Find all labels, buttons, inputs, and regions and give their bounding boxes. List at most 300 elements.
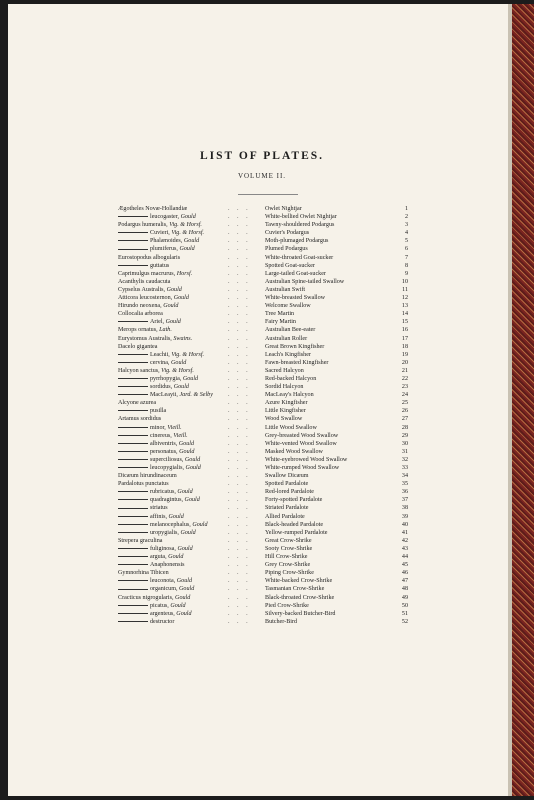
plate-number: 35 <box>401 481 408 488</box>
english-name: Australian Swift <box>265 286 306 293</box>
plate-row <box>118 278 408 286</box>
ditto-dash <box>118 589 148 590</box>
book-binding-edge <box>512 4 534 796</box>
dot-leader: . . . <box>228 384 251 391</box>
ditto-dash <box>118 613 148 614</box>
dot-leader: . . . <box>228 359 251 366</box>
plate-row <box>118 310 408 318</box>
dot-leader: . . . <box>228 570 251 577</box>
plate-number: 40 <box>401 521 408 528</box>
author-name: Gould <box>180 214 196 221</box>
dot-leader: . . . <box>228 448 251 455</box>
dot-leader: . . . <box>228 618 251 625</box>
latin-text: Alcyone azurea <box>118 400 157 407</box>
plates-list <box>118 205 408 626</box>
english-name: Leach's Kingfisher <box>265 351 311 358</box>
plate-row <box>118 286 408 294</box>
latin-text: Caprimulgus macrurus, <box>118 270 176 277</box>
plate-row <box>118 553 408 561</box>
plate-row <box>118 496 408 504</box>
dot-leader: . . . <box>228 278 251 285</box>
dot-leader: . . . <box>228 424 251 431</box>
author-name: Horsf. <box>176 270 193 277</box>
english-name: Australian Bee-eater <box>265 327 316 334</box>
plate-row <box>118 302 408 310</box>
dot-leader: . . . <box>228 327 251 334</box>
english-name: Grey Crow-Shrike <box>265 562 311 569</box>
page-title: LIST OF PLATES. <box>199 150 325 162</box>
plate-number: 42 <box>401 537 408 544</box>
plate-row <box>118 415 408 423</box>
plate-number: 19 <box>401 351 408 358</box>
plate-row <box>118 367 408 375</box>
dot-leader: . . . <box>228 367 251 374</box>
author-name: Gould <box>179 586 195 593</box>
dot-leader: . . . <box>228 554 251 561</box>
plate-row <box>118 513 408 521</box>
plate-number: 33 <box>401 465 408 471</box>
dot-leader: . . . <box>228 222 251 229</box>
author-name: Gould <box>168 513 184 520</box>
latin-text: leucogaster, <box>150 214 180 221</box>
latin-text: leucopygialis, <box>150 465 185 471</box>
dot-leader: . . . <box>228 286 251 293</box>
ditto-dash <box>118 249 148 250</box>
plate-number: 26 <box>401 408 408 415</box>
plate-row <box>118 472 408 480</box>
latin-text: leuconota, <box>150 578 176 585</box>
dot-leader: . . . <box>228 343 251 350</box>
plate-number: 4 <box>404 230 408 237</box>
plate-row <box>118 480 408 488</box>
english-name: Black-throated Crow-Shrike <box>265 594 335 601</box>
dot-leader: . . . <box>228 351 251 358</box>
latin-text: Anaphonensis <box>150 562 185 569</box>
english-name: Cuvier's Podargus <box>265 230 310 237</box>
plate-row <box>118 488 408 496</box>
english-name: Red-backed Halcyon <box>265 375 317 382</box>
plate-row <box>118 294 408 302</box>
plate-row <box>118 424 408 432</box>
latin-text: rubricatus, <box>150 489 176 496</box>
plate-row <box>118 537 408 545</box>
ditto-dash <box>118 548 148 549</box>
latin-text: melanocephalus, <box>150 521 191 528</box>
author-name: Gould <box>173 295 189 302</box>
ditto-dash <box>118 362 148 363</box>
latin-text: Podargus humeralis, <box>118 222 168 229</box>
plate-number: 17 <box>401 335 408 342</box>
ditto-dash <box>118 386 148 387</box>
latin-text: cervina, <box>150 359 170 366</box>
plate-number: 9 <box>404 270 408 277</box>
english-name: Plumed Podargus <box>265 246 308 253</box>
dot-leader: . . . <box>228 465 251 471</box>
author-name: Gould <box>184 497 200 504</box>
latin-text: affinis, <box>150 513 167 520</box>
dot-leader: . . . <box>228 481 251 488</box>
author-name: Gould <box>176 578 192 585</box>
dot-leader: . . . <box>228 230 251 237</box>
plate-number: 10 <box>401 278 408 285</box>
english-name: Piping Crow-Shrike <box>265 570 314 577</box>
plate-row <box>118 262 408 270</box>
dot-leader: . . . <box>228 545 251 552</box>
plate-number: 34 <box>401 473 408 480</box>
author-name: Gould <box>168 554 184 561</box>
plate-number: 18 <box>401 343 408 350</box>
english-name: Fairy Martin <box>265 319 296 326</box>
plate-row <box>118 432 408 440</box>
dot-leader: . . . <box>228 456 251 463</box>
dot-leader: . . . <box>228 262 251 269</box>
english-name: White-rumped Wood Swallow <box>265 465 340 471</box>
latin-text: arguta, <box>150 554 167 561</box>
english-name: Forty-spotted Pardalote <box>265 497 323 504</box>
english-name: Tawny-shouldered Podargus <box>265 222 335 229</box>
english-name: Little Wood Swallow <box>265 424 317 431</box>
plate-number: 41 <box>401 529 408 536</box>
english-name: White-backed Crow-Shrike <box>265 578 333 585</box>
latin-text: Acanthylis caudacuta <box>118 278 171 285</box>
latin-text: cinereus, <box>150 432 172 439</box>
plate-row <box>118 229 408 237</box>
author-name: Gould <box>184 456 201 463</box>
author-name: Vieill. <box>173 432 188 439</box>
english-name: Black-headed Pardalote <box>265 521 324 528</box>
dot-leader: . . . <box>228 562 251 569</box>
author-name: Gould <box>179 246 195 253</box>
latin-text: superciliosus, <box>150 456 184 463</box>
plate-row <box>118 529 408 537</box>
latin-text: Phalænoides, <box>150 238 183 245</box>
dot-leader: . . . <box>228 594 251 601</box>
plate-number: 11 <box>402 286 408 293</box>
ditto-dash <box>118 532 148 533</box>
english-name: Silvery-backed Butcher-Bird <box>265 610 336 617</box>
ditto-dash <box>118 516 148 517</box>
plate-number: 36 <box>401 489 408 496</box>
plate-row <box>118 335 408 343</box>
plate-row <box>118 448 408 456</box>
ditto-dash <box>118 435 148 436</box>
ditto-dash <box>118 394 148 395</box>
plate-row <box>118 594 408 602</box>
plate-row <box>118 602 408 610</box>
english-name: Large-tailed Goat-sucker <box>265 270 326 277</box>
plate-row <box>118 351 408 359</box>
plate-number: 8 <box>404 262 408 269</box>
author-name: Gould <box>182 375 199 382</box>
plate-number: 22 <box>401 375 408 382</box>
author-name: Gould <box>163 303 179 310</box>
english-name: Red-lored Pardalote <box>265 489 314 496</box>
latin-text: Atticora leucosternon, <box>118 295 173 302</box>
plate-number: 25 <box>401 400 408 407</box>
author-name: Gould <box>176 610 192 617</box>
plate-number: 49 <box>401 594 408 601</box>
ditto-dash <box>118 564 148 565</box>
dot-leader: . . . <box>228 602 251 609</box>
plate-number: 32 <box>401 456 408 463</box>
author-name: Gould <box>177 545 193 552</box>
plate-row <box>118 504 408 512</box>
ditto-dash <box>118 491 148 492</box>
plate-number: 28 <box>401 424 408 431</box>
plate-number: 43 <box>401 545 408 552</box>
english-name: Tasmanian Crow-Shrike <box>265 586 325 593</box>
plate-row <box>118 577 408 585</box>
plate-number: 13 <box>401 303 408 310</box>
plate-number: 30 <box>401 440 408 447</box>
latin-text: uropygialis, <box>150 529 179 536</box>
plate-number: 24 <box>401 392 408 399</box>
english-name: MacLeay's Halcyon <box>265 392 314 399</box>
latin-text: destructor <box>150 618 175 625</box>
english-name: Sacred Halcyon <box>265 367 304 374</box>
english-name: Sooty Crow-Shrike <box>265 545 313 552</box>
author-name: Lath. <box>159 327 172 334</box>
latin-text: Hirundo neoxena, <box>118 303 162 310</box>
english-name: White-bellied Owlet Nightjar <box>265 214 337 221</box>
plate-row <box>118 610 408 618</box>
ditto-dash <box>118 499 148 500</box>
dot-leader: . . . <box>228 311 251 318</box>
dot-leader: . . . <box>228 303 251 310</box>
english-name: Allied Pardalote <box>265 513 305 520</box>
dot-leader: . . . <box>228 392 251 399</box>
ditto-dash <box>118 354 148 355</box>
dot-leader: . . . <box>228 610 251 617</box>
plate-number: 15 <box>401 319 408 326</box>
plate-row <box>118 326 408 334</box>
plate-number: 20 <box>401 359 408 366</box>
dot-leader: . . . <box>228 497 251 504</box>
dot-leader: . . . <box>228 586 251 593</box>
plate-row <box>118 521 408 529</box>
plate-number: 50 <box>401 602 408 609</box>
plate-number: 38 <box>401 505 408 512</box>
english-name: White-throated Goat-sucker <box>265 254 334 261</box>
plate-row <box>118 237 408 245</box>
dot-leader: . . . <box>228 473 251 480</box>
dot-leader: . . . <box>228 529 251 536</box>
plate-number: 21 <box>401 367 408 374</box>
ditto-dash <box>118 556 148 557</box>
latin-text: quadragintus, <box>150 497 184 504</box>
dot-leader: . . . <box>228 432 251 439</box>
dot-leader: . . . <box>228 521 251 528</box>
plate-row <box>118 359 408 367</box>
plate-number: 27 <box>401 416 408 423</box>
english-name: Australian Spine-tailed Swallow <box>265 278 345 285</box>
plate-number: 39 <box>401 513 408 520</box>
ditto-dash <box>118 451 148 452</box>
author-name: Gould <box>192 521 208 528</box>
ditto-dash <box>118 240 148 241</box>
dot-leader: . . . <box>228 416 251 423</box>
plate-row <box>118 205 408 213</box>
plate-row <box>118 375 408 383</box>
latin-text: Pardalotus punctatus <box>118 481 169 488</box>
plate-number: 14 <box>401 311 408 318</box>
latin-text: sordidus, <box>150 384 173 391</box>
plate-row <box>118 456 408 464</box>
english-name: Yellow-rumped Pardalote <box>265 529 328 536</box>
ditto-dash <box>118 508 148 509</box>
author-name: Gould <box>177 489 193 496</box>
author-name: Gould <box>166 286 182 293</box>
ditto-dash <box>118 443 148 444</box>
english-name: Great Crow-Shrike <box>265 537 312 544</box>
latin-text: Gymnorhina Tibicen <box>118 570 169 577</box>
plate-row <box>118 318 408 326</box>
latin-text: organicum, <box>150 586 178 593</box>
author-name: Vig. & Horsf. <box>171 230 205 237</box>
latin-text: plumiferus, <box>150 246 178 253</box>
english-name: Great Brown Kingfisher <box>265 343 325 350</box>
ditto-dash <box>118 580 148 581</box>
dot-leader: . . . <box>228 295 251 302</box>
plate-row <box>118 399 408 407</box>
dot-leader: . . . <box>228 246 251 253</box>
plate-row <box>118 545 408 553</box>
plate-row <box>118 270 408 278</box>
plate-number: 1 <box>404 206 408 212</box>
ditto-dash <box>118 321 148 322</box>
english-name: Wood Swallow <box>265 416 303 423</box>
dot-leader: . . . <box>228 505 251 512</box>
volume-label: VOLUME II. <box>237 172 287 180</box>
plate-row <box>118 254 408 262</box>
latin-text: argenteus, <box>150 610 175 617</box>
dot-leader: . . . <box>228 408 251 415</box>
author-name: Gould <box>183 238 200 245</box>
ditto-dash <box>118 378 148 379</box>
ditto-dash <box>118 427 148 428</box>
english-name: Pied Crow-Shrike <box>265 602 309 609</box>
dot-leader: . . . <box>228 270 251 277</box>
ditto-dash <box>118 216 148 217</box>
author-name: Gould <box>180 529 196 536</box>
plate-number: 47 <box>401 578 408 585</box>
latin-text: Eurostopodus albogularis <box>118 254 181 261</box>
ditto-dash <box>118 524 148 525</box>
english-name: Grey-breasted Wood Swallow <box>265 432 339 439</box>
latin-text: pusilla <box>150 408 167 415</box>
plate-number: 7 <box>404 254 408 261</box>
author-name: Gould <box>173 384 189 391</box>
dot-leader: . . . <box>228 400 251 407</box>
plate-row <box>118 561 408 569</box>
plate-row <box>118 585 408 593</box>
author-name: Vig. & Horsf. <box>161 367 194 374</box>
ditto-dash <box>118 467 148 468</box>
plate-number: 31 <box>401 448 408 455</box>
latin-text: Ægotheles Novæ-Hollandiæ <box>118 206 188 212</box>
latin-text: Cuvieri, <box>150 230 170 237</box>
author-name: Vig. & Horsf. <box>171 351 205 358</box>
dot-leader: . . . <box>228 489 251 496</box>
dot-leader: . . . <box>228 578 251 585</box>
plate-row <box>118 569 408 577</box>
latin-text: minor, <box>150 424 166 431</box>
latin-text: fuliginosa, <box>150 545 176 552</box>
author-name: Swains. <box>173 335 193 342</box>
english-name: Little Kingfisher <box>265 408 306 415</box>
plate-number: 44 <box>401 554 408 561</box>
latin-text: MacLeayii, <box>150 392 178 399</box>
english-name: Welcome Swallow <box>265 303 311 310</box>
latin-text: Halcyon sanctus, <box>118 367 160 374</box>
latin-text: Cracticus nigrogularis, <box>118 594 174 601</box>
english-name: Tree Martin <box>265 311 295 318</box>
english-name: White-breasted Swallow <box>265 295 326 302</box>
dot-leader: . . . <box>228 214 251 221</box>
author-name: Gould <box>179 448 195 455</box>
latin-text: Cypselus Australis, <box>118 286 166 293</box>
plate-row <box>118 464 408 472</box>
plate-row <box>118 343 408 351</box>
dot-leader: . . . <box>228 319 251 326</box>
plate-number: 16 <box>401 327 408 334</box>
plate-row <box>118 618 408 626</box>
dot-leader: . . . <box>228 206 251 212</box>
plate-number: 46 <box>401 570 408 577</box>
plate-number: 5 <box>404 238 408 245</box>
plate-number: 6 <box>404 246 408 253</box>
plate-number: 51 <box>401 610 408 617</box>
english-name: Butcher-Bird <box>265 618 298 625</box>
dot-leader: . . . <box>228 238 251 245</box>
latin-text: Ariel, <box>150 319 165 326</box>
book-page <box>8 4 516 796</box>
plate-number: 12 <box>401 295 408 302</box>
plate-number: 37 <box>401 497 408 504</box>
latin-text: pyrrhopygia, <box>150 375 182 382</box>
plate-row <box>118 221 408 229</box>
plate-row <box>118 245 408 253</box>
plate-number: 29 <box>401 432 408 439</box>
plate-number: 52 <box>401 618 408 625</box>
author-name: Gould <box>165 319 181 326</box>
english-name: White-eyebrowed Wood Swallow <box>265 456 348 463</box>
plate-row <box>118 213 408 221</box>
english-name: Hill Crow-Shrike <box>265 554 308 561</box>
dot-leader: . . . <box>228 513 251 520</box>
latin-text: Merops ornatus, <box>118 327 158 334</box>
author-name: Gould <box>178 440 195 447</box>
plate-number: 45 <box>401 562 408 569</box>
latin-text: guttatus <box>150 262 170 269</box>
english-name: White-vented Wood Swallow <box>265 440 337 447</box>
english-name: Owlet Nightjar <box>265 206 302 212</box>
author-name: Vig. & Horsf. <box>169 222 202 229</box>
ditto-dash <box>118 459 148 460</box>
plate-number: 2 <box>404 214 408 221</box>
latin-text: Eurystomus Australis, <box>118 335 172 342</box>
latin-text: Strepera graculina <box>118 537 163 544</box>
english-name: Swallow Dicæum <box>265 473 309 480</box>
english-name: Azure Kingfisher <box>265 400 308 407</box>
dot-leader: . . . <box>228 537 251 544</box>
author-name: Gould <box>171 359 187 366</box>
latin-text: Dacelo gigantea <box>118 343 158 350</box>
divider-rule <box>238 194 298 195</box>
plate-number: 23 <box>401 384 408 391</box>
latin-text: albiventris, <box>150 440 178 447</box>
english-name: Sordid Halcyon <box>265 384 304 391</box>
